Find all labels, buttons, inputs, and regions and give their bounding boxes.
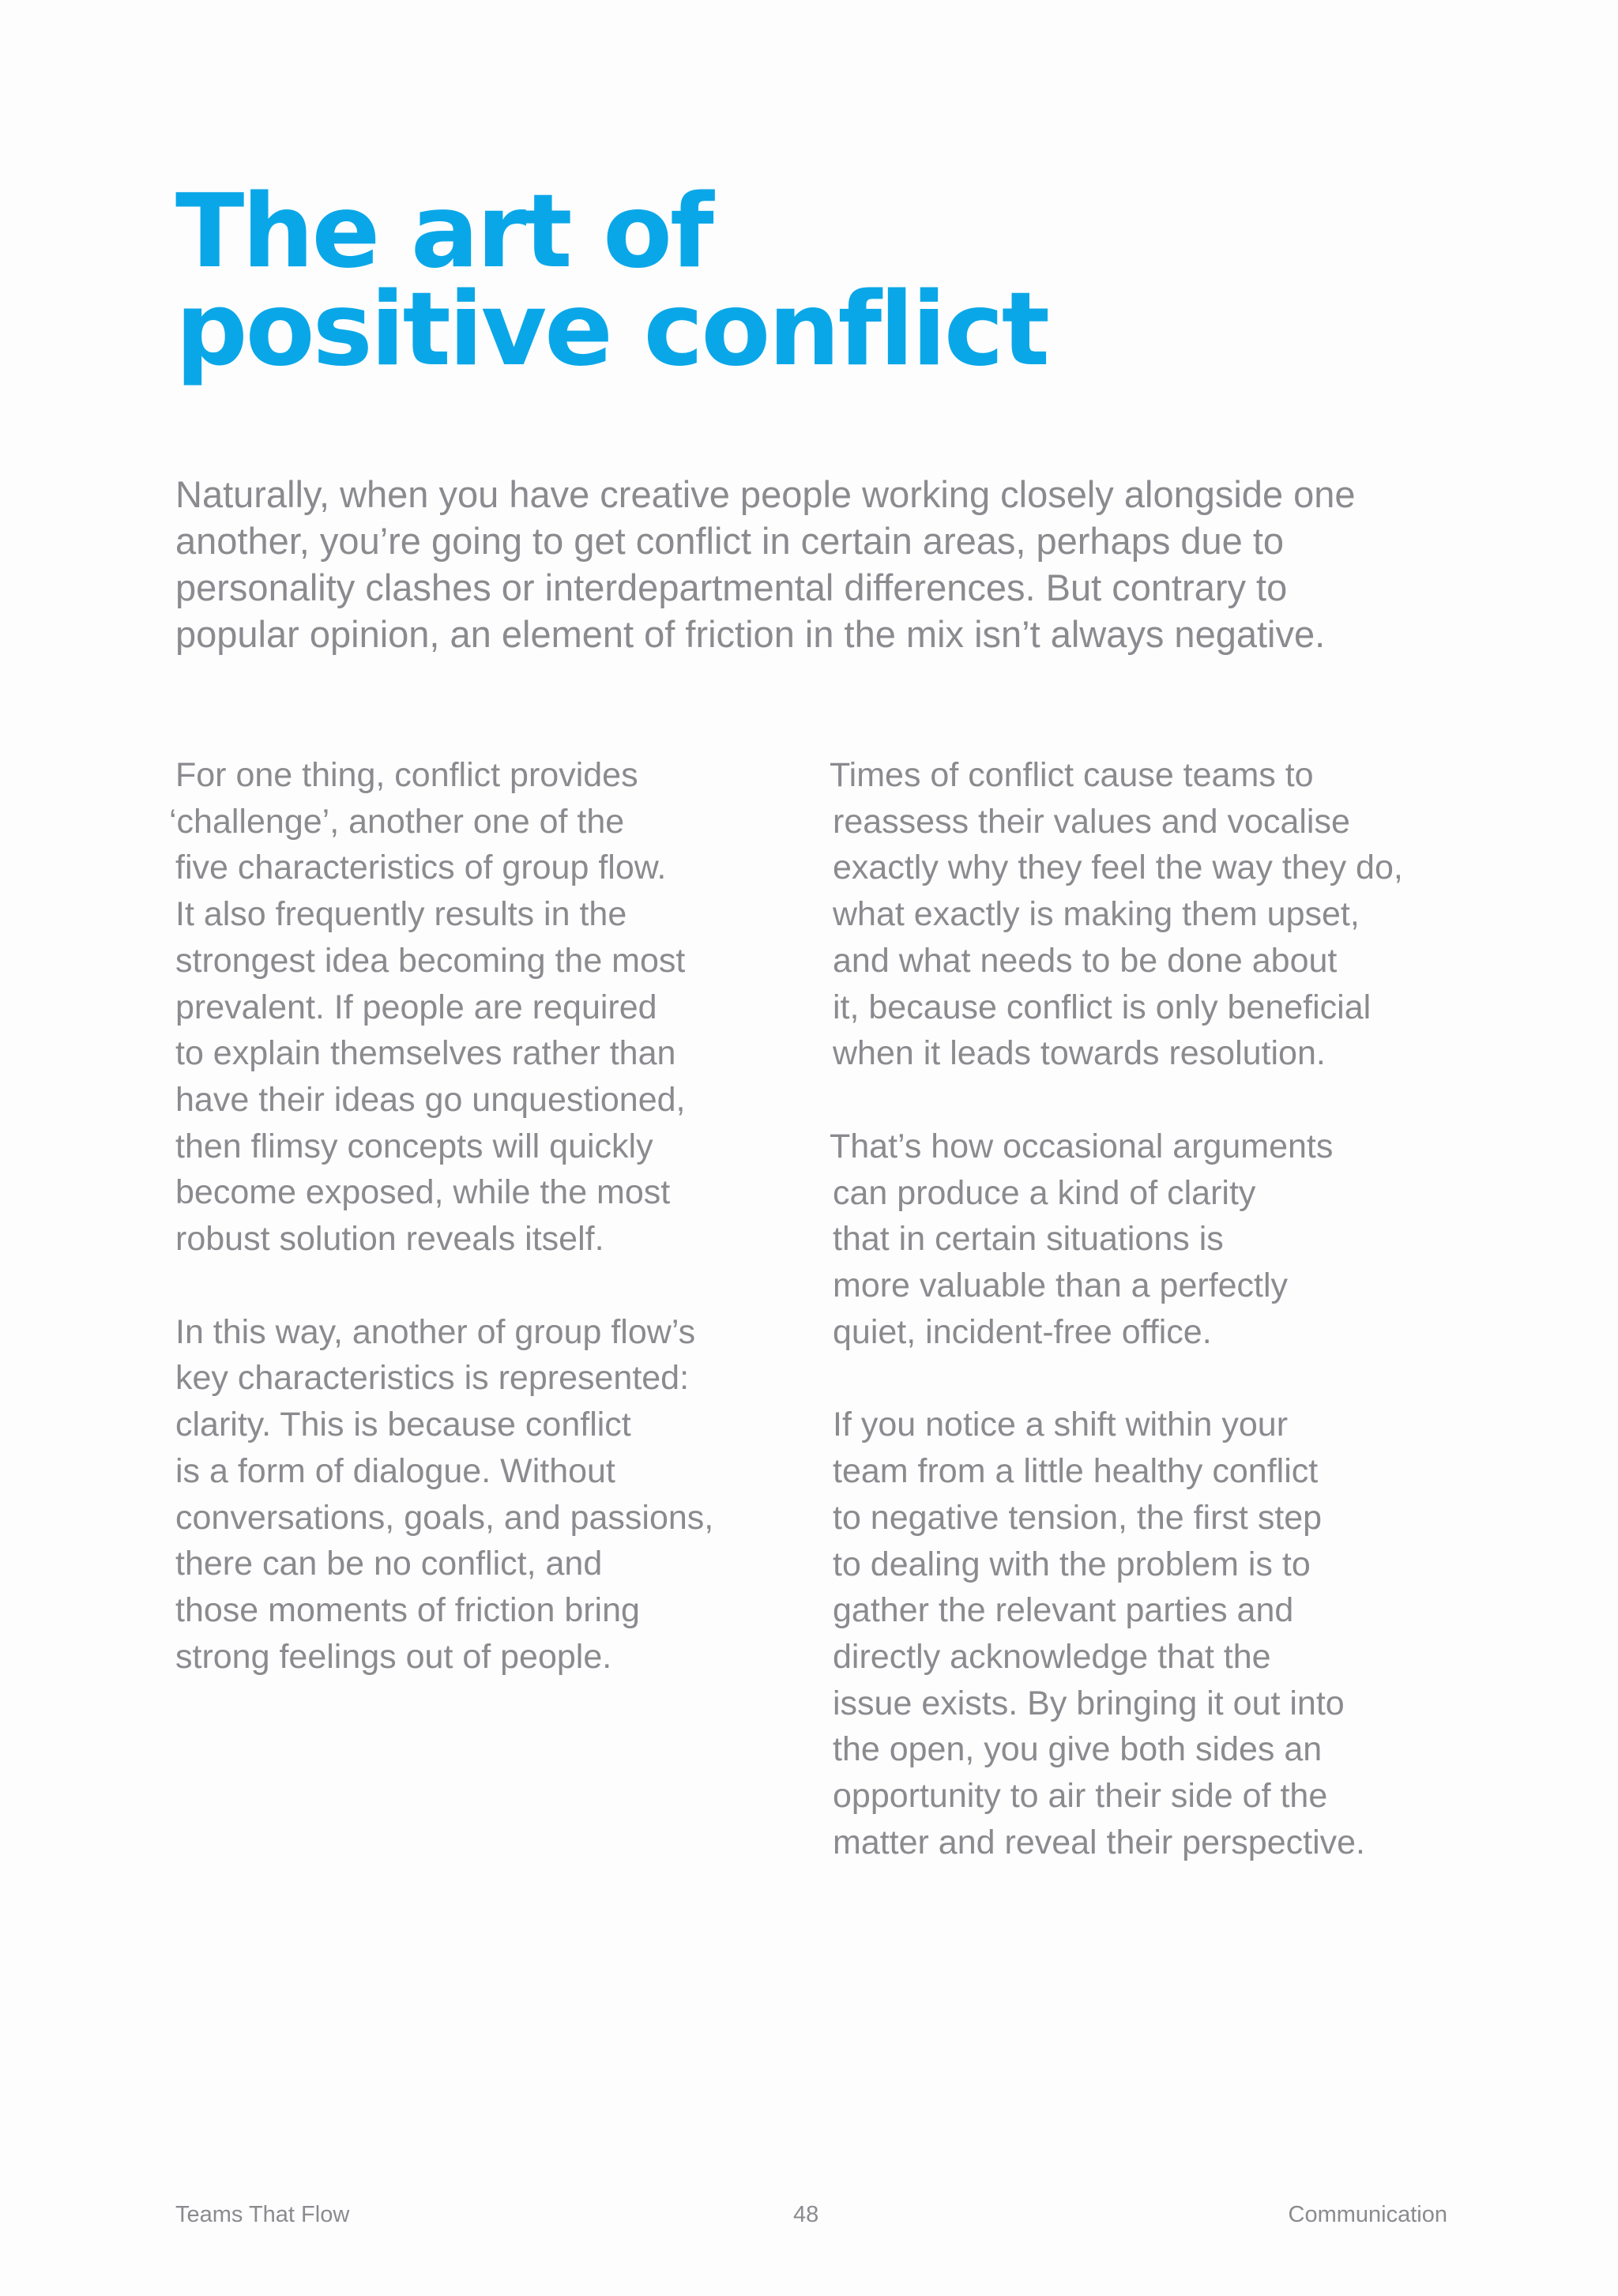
- intro-line: Naturally, when you have creative people working closely alongside one: [175, 473, 1356, 515]
- footer-book-title: Teams That Flow: [175, 2202, 350, 2227]
- body-line: have their ideas go unquestioned,: [175, 1080, 686, 1119]
- body-line: directly acknowledge that the: [833, 1637, 1271, 1676]
- page-number: 48: [793, 2202, 819, 2227]
- body-line: clarity. This is because conflict: [175, 1406, 631, 1444]
- body-line: prevalent. If people are required: [175, 988, 657, 1026]
- left-column: [169, 752, 714, 1726]
- footer-section-title: Communication: [1288, 2202, 1447, 2227]
- body-line: five characteristics of group flow.: [175, 849, 667, 887]
- page-title: [175, 173, 1048, 389]
- body-line: the open, you give both sides an: [833, 1730, 1323, 1769]
- body-line: more valuable than a perfectly: [833, 1267, 1289, 1305]
- body-line: to negative tension, the first step: [833, 1498, 1323, 1537]
- body-paragraph: [830, 752, 1403, 1077]
- body-paragraph: [833, 1402, 1403, 1865]
- body-line: For one thing, conflict provides: [175, 756, 638, 794]
- body-line: conversations, goals, and passions,: [175, 1498, 714, 1537]
- body-line: It also frequently results in the: [175, 895, 627, 934]
- body-line: then flimsy concepts will quickly: [175, 1127, 653, 1165]
- body-line: it, because conflict is only beneficial: [833, 988, 1372, 1026]
- body-line: can produce a kind of clarity: [833, 1173, 1256, 1212]
- body-line: to dealing with the problem is to: [833, 1545, 1311, 1583]
- body-line: and what needs to be done about: [833, 941, 1338, 980]
- right-column: [830, 752, 1403, 1912]
- page-title-line: The art of: [175, 173, 712, 291]
- body-line: ‘challenge’, another one of the: [169, 802, 625, 841]
- body-paragraph: [830, 1124, 1403, 1356]
- body-line: that in certain situations is: [833, 1220, 1224, 1259]
- page-title-line: positive conflict: [175, 271, 1048, 389]
- body-line: strong feelings out of people.: [175, 1637, 612, 1676]
- body-line: is a form of dialogue. Without: [175, 1451, 615, 1490]
- body-paragraph: [169, 752, 713, 1263]
- body-line: Times of conflict cause teams to: [830, 756, 1314, 794]
- body-line: If you notice a shift within your: [833, 1406, 1289, 1444]
- intro-paragraph: [175, 471, 1439, 657]
- body-line: when it leads towards resolution.: [833, 1034, 1326, 1073]
- body-line: to explain themselves rather than: [175, 1034, 676, 1073]
- intro-line: another, you’re going to get conflict in certain areas, perhaps due to: [175, 520, 1285, 562]
- body-line: reassess their values and vocalise: [833, 802, 1350, 841]
- body-line: quiet, incident-free office.: [833, 1312, 1212, 1351]
- body-line: key characteristics is represented:: [175, 1359, 690, 1398]
- body-line: issue exists. By bringing it out into: [833, 1684, 1345, 1722]
- body-line: become exposed, while the most: [175, 1173, 671, 1212]
- body-line: those moments of friction bring: [175, 1590, 640, 1629]
- body-line: gather the relevant parties and: [833, 1591, 1294, 1630]
- body-line: robust solution reveals itself.: [175, 1220, 604, 1259]
- body-line: exactly why they feel the way they do,: [833, 849, 1403, 887]
- body-line: team from a little healthy conflict: [833, 1452, 1319, 1491]
- body-line: opportunity to air their side of the: [833, 1777, 1328, 1816]
- body-line: matter and reveal their perspective.: [833, 1823, 1365, 1861]
- body-line: what exactly is making them upset,: [833, 895, 1360, 934]
- body-line: That’s how occasional arguments: [830, 1127, 1334, 1165]
- intro-line: popular opinion, an element of friction in the mix isn’t always negative.: [175, 613, 1326, 655]
- body-paragraph: [175, 1309, 713, 1681]
- body-line: strongest idea becoming the most: [175, 941, 686, 980]
- intro-line: personality clashes or interdepartmental differences. But contrary to: [175, 566, 1288, 608]
- body-line: In this way, another of group flow’s: [175, 1312, 696, 1351]
- body-line: there can be no conflict, and: [175, 1545, 603, 1583]
